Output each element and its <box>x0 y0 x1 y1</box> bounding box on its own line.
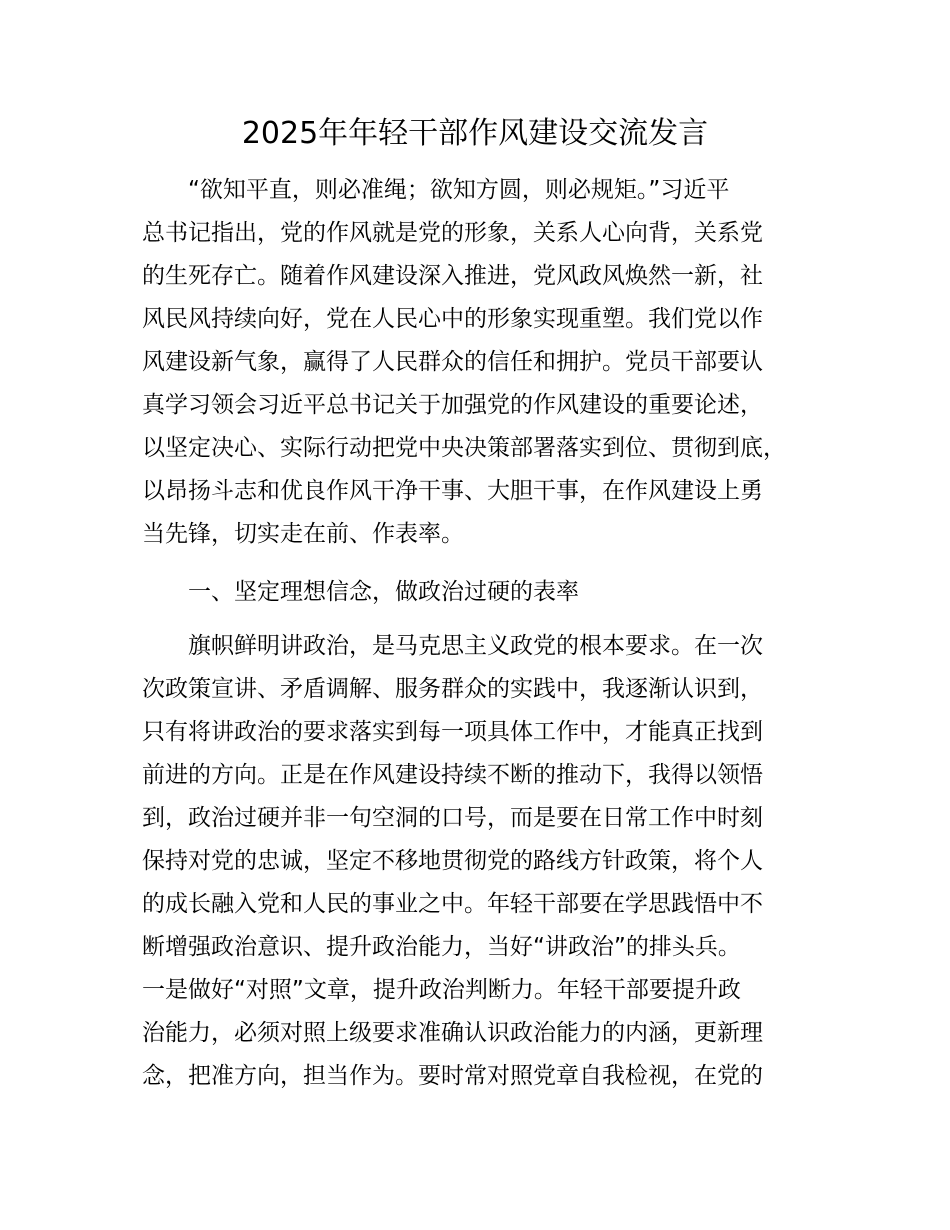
document-title: 2025年年轻干部作风建设交流发言 <box>241 116 709 151</box>
paragraph-line: 保持对党的忠诚，坚定不移地贯彻党的路线方针政策，将个人 <box>142 848 763 874</box>
paragraph-line: 的成长融入党和人民的事业之中。年轻干部要在学思践悟中不 <box>142 891 763 917</box>
paragraph-line: 以昂扬斗志和优良作风干净干事、大胆干事，在作风建设上勇 <box>142 478 763 504</box>
paragraph-line: 风民风持续向好，党在人民心中的形象实现重塑。我们党以作 <box>142 306 763 332</box>
paragraph-line: 总书记指出，党的作风就是党的形象，关系人心向背，关系党 <box>142 220 763 246</box>
paragraph-line: 念，把准方向，担当作为。要时常对照党章自我检视，在党的 <box>142 1063 763 1089</box>
paragraph-line: 断增强政治意识、提升政治能力，当好“讲政治”的排头兵。 <box>142 934 741 960</box>
paragraph-line: 以坚定决心、实际行动把党中央决策部署落实到位、贯彻到底， <box>142 435 786 461</box>
paragraph-line: 的生死存亡。随着作风建设深入推进，党风政风焕然一新，社 <box>142 263 763 289</box>
paragraph-line: 治能力，必须对照上级要求准确认识政治能力的内涵，更新理 <box>142 1020 763 1046</box>
paragraph-line: 真学习领会习近平总书记关于加强党的作风建设的重要论述， <box>142 392 763 418</box>
paragraph-line: 次政策宣讲、矛盾调解、服务群众的实践中，我逐渐认识到， <box>142 676 763 702</box>
paragraph-line: 只有将讲政治的要求落实到每一项具体工作中，才能真正找到 <box>142 719 763 745</box>
paragraph-line: 风建设新气象，赢得了人民群众的信任和拥护。党员干部要认 <box>142 349 763 375</box>
paragraph-line: 到，政治过硬并非一句空洞的口号，而是要在日常工作中时刻 <box>142 805 763 831</box>
paragraph-line: 旗帜鲜明讲政治，是马克思主义政党的根本要求。在一次 <box>188 633 763 659</box>
paragraph-line: 一是做好“对照”文章，提升政治判断力。年轻干部要提升政 <box>142 977 741 1003</box>
paragraph-line: 当先锋，切实走在前、作表率。 <box>142 521 464 547</box>
paragraph-line: 前进的方向。正是在作风建设持续不断的推动下，我得以领悟 <box>142 762 763 788</box>
section-heading: 一、坚定理想信念，做政治过硬的表率 <box>188 579 579 605</box>
paragraph-line: “欲知平直，则必准绳；欲知方圆，则必规矩。”习近平 <box>188 177 730 203</box>
